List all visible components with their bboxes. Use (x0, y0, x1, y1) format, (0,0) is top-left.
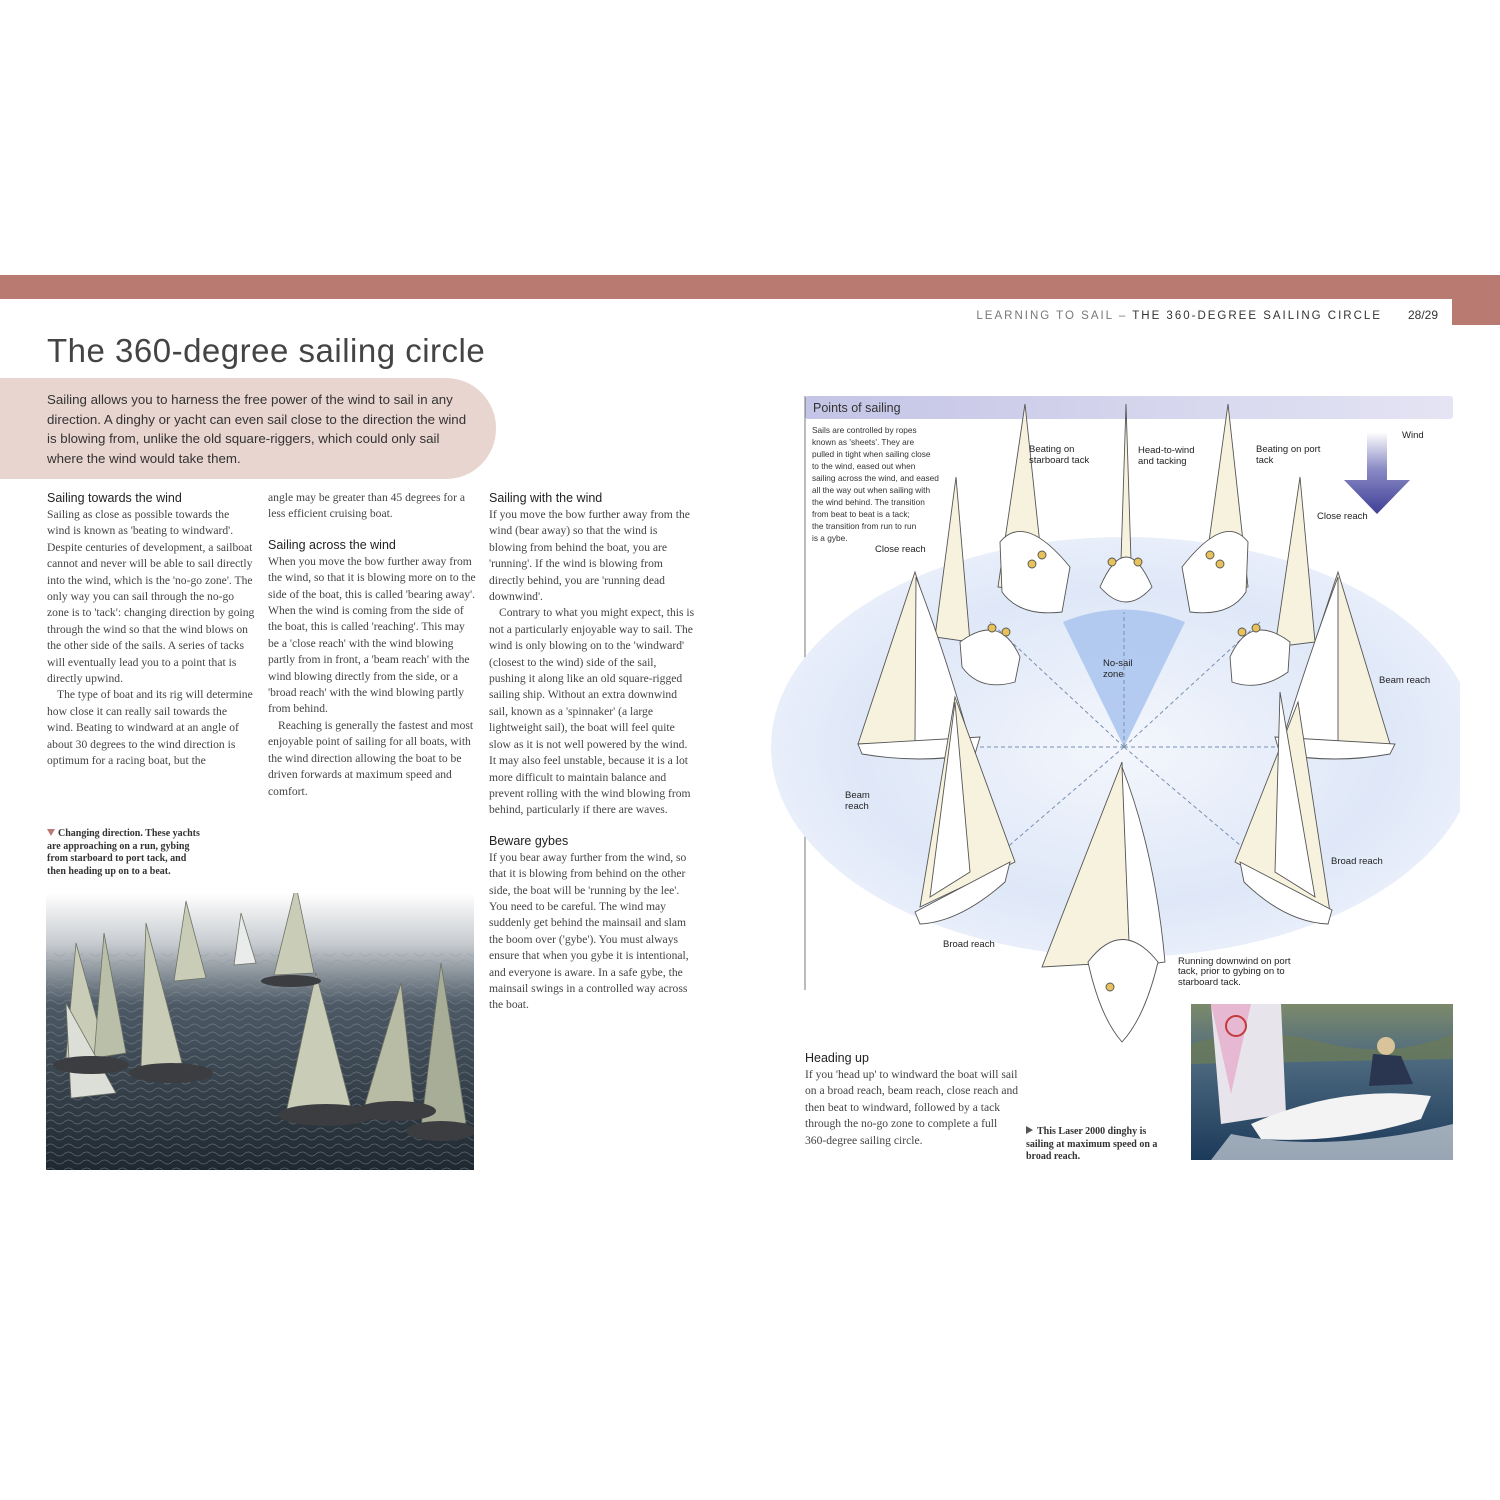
page-numbers: 28/29 (1407, 308, 1438, 322)
paragraph: angle may be greater than 45 degrees for a less efficient cruising boat. (268, 491, 465, 521)
beat-stbd-label-2: starboard tack (1029, 455, 1090, 466)
paragraph: Contrary to what you might expect, this is not a particularly enjoyable way to sail. The wind is only blowing on to the 'windward' (closest to the wind) side of the sail, pushing it along like an old square-rigged sailing ship. Without an extra downwind sail, known as a 'spinnaker' (a large lightweight sail), the boat will feel quite slow as it is not well powered by the wind. It may also feel unstable, because it is a lot more difficult to maintain balance and prevent rolling with the wind blowing from behind, particularly if there are waves. (489, 606, 695, 817)
paragraph: If you 'head up' to windward the boat will sail on a broad reach, beam reach, close reach and then beat to windward, followed by a tack through the no-go zone to complete a full 360-degree sailing circle. (805, 1068, 1019, 1147)
boat-beating-starboard (998, 404, 1070, 613)
triangle-right-icon (1026, 1126, 1033, 1134)
running-chapter: THE 360-DEGREE SAILING CIRCLE (1132, 310, 1382, 322)
dinghy-photo (1191, 1004, 1453, 1160)
running-separator: – (1113, 310, 1133, 322)
heading-up-block (805, 1050, 1020, 1149)
points-of-sailing-diagram (770, 392, 1460, 1057)
beat-port-label-2: tack (1256, 455, 1274, 466)
close-reach-left-label: Close reach (875, 544, 926, 555)
column-3 (489, 490, 695, 1014)
diagram-title: Points of sailing (813, 401, 901, 415)
running-label-2: tack, prior to gybing on to (1178, 966, 1285, 977)
page-title: The 360-degree sailing circle (47, 332, 486, 369)
diagram-note-line: pulled in tight when sailing close (812, 449, 931, 459)
heading-across-wind: Sailing across the wind (268, 537, 396, 552)
head-to-wind-label-1: Head-to-wind (1138, 445, 1195, 456)
boat-beating-port (1182, 404, 1248, 613)
paragraph: If you bear away further from the wind, so that it is blowing from behind on the other side, the boat will be 'running by the lee'. You need to be careful. The wind may suddenly get behind the mainsail and slam the boom over ('gybe'). You must always ensure that when you gybe it is intentional, and everyone is aware. In a safe gybe, the mainsail swings in a controlled way across the boat. (489, 850, 689, 1012)
yachts-photo (46, 893, 474, 1170)
broad-reach-left-label: Broad reach (943, 939, 995, 950)
beam-reach-right-label: Beam reach (1379, 675, 1431, 686)
wind-arrow (1344, 432, 1410, 514)
caption-left (47, 828, 207, 878)
boat-head-to-wind (1100, 404, 1152, 602)
diagram-note-line: the wind behind. The transition (812, 497, 925, 507)
paragraph: When you move the bow further away from the wind, so that it is blowing more on to the side of the boat, this is called 'bearing away'. When the wind is coming from the side of the boat, this is called 'reaching'. This may be a 'close reach' with the wind blowing partly from in front, a 'beam reach' with the wind blowing directly from the side, or a 'broad reach' with the wind blowing partly from behind. (268, 554, 476, 716)
caption-right-text: This Laser 2000 dinghy is sailing at maximum speed on a broad reach. (1026, 1126, 1158, 1163)
paragraph: Reaching is generally the fastest and most enjoyable point of sailing for all boats, with the wind direction allowing the boat to be driven forwards at maximum speed and comfort. (268, 718, 474, 798)
diagram-note-line: is a gybe. (812, 533, 848, 543)
wind-label: Wind (1402, 430, 1424, 441)
intro-text: Sailing allows you to harness the free power of the wind to sail in any direction. A dinghy or yacht can even sail close to the direction the wind is blowing from, unlike the old square-riggers, which could only sail where the wind would take them. (47, 392, 467, 466)
caption-left-text: Changing direction. These yachts are approaching on a run, gybing from starboard to port tack, and then heading up on to a beat. (47, 828, 200, 877)
no-sail-label-2: zone (1103, 669, 1124, 680)
paragraph: Sailing as close as possible towards the wind is known as 'beating to windward'. Despite centuries of development, a sailboat cannot and never will be able to sail directly into the wind, which is the 'no-go zone'. The only way you can sail through the no-go zone is to 'tack': changing direction by going through the wind so that the wind blows on the other side of the sails. A series of tacks will eventually lead you to a point that is directly upwind. (47, 508, 255, 686)
beam-reach-left-label-1: Beam (845, 790, 870, 801)
beat-stbd-label-1: Beating on (1029, 444, 1075, 455)
beam-reach-left-label-2: reach (845, 801, 869, 812)
running-label-3: starboard tack. (1178, 977, 1241, 988)
paragraph: If you move the bow further away from the wind (bear away) so that the wind is blowing from behind the boat, you are 'running'. If the wind is blowing from directly behind, you are 'running dead downwind'. (489, 508, 690, 604)
heading-with-wind: Sailing with the wind (489, 491, 603, 505)
caption-right (1026, 1126, 1171, 1164)
running-header (976, 308, 1438, 322)
close-reach-right-label: Close reach (1317, 511, 1368, 522)
diagram-note-line: all the way out when sailing with (812, 485, 931, 495)
diagram-note-line: sailing across the wind, and eased (812, 473, 939, 483)
diagram-header-bar (805, 396, 1453, 419)
intro-panel (0, 378, 496, 479)
running-section: LEARNING TO SAIL (976, 310, 1114, 322)
running-label-1: Running downwind on port (1178, 956, 1291, 967)
diagram-note-line: the transition from run to run (812, 521, 917, 531)
header-band-tab (1452, 299, 1500, 325)
heading-beware-gybes: Beware gybes (489, 833, 569, 848)
broad-reach-right-label: Broad reach (1331, 856, 1383, 867)
column-2 (268, 490, 478, 800)
no-sail-label-1: No-sail (1103, 658, 1133, 669)
triangle-down-icon (47, 829, 55, 836)
header-band (0, 275, 1500, 299)
column-1 (47, 490, 255, 770)
diagram-note-line: to the wind, eased out when (812, 461, 916, 471)
heading-towards-wind: Sailing towards the wind (47, 491, 182, 505)
head-to-wind-label-2: and tacking (1138, 456, 1187, 467)
diagram-note-line: Sails are controlled by ropes (812, 425, 917, 435)
beat-port-label-1: Beating on port (1256, 444, 1321, 455)
diagram-note-line: known as 'sheets'. They are (812, 437, 915, 447)
diagram-note-line: from beat to beat is a tack; (812, 509, 910, 519)
paragraph: The type of boat and its rig will determine how close it can really sail towards the wind. Beating to windward at an angle of about 30 degrees to the wind direction is optimum for a racing boat, but the (47, 688, 253, 768)
heading-up-title: Heading up (805, 1051, 869, 1065)
